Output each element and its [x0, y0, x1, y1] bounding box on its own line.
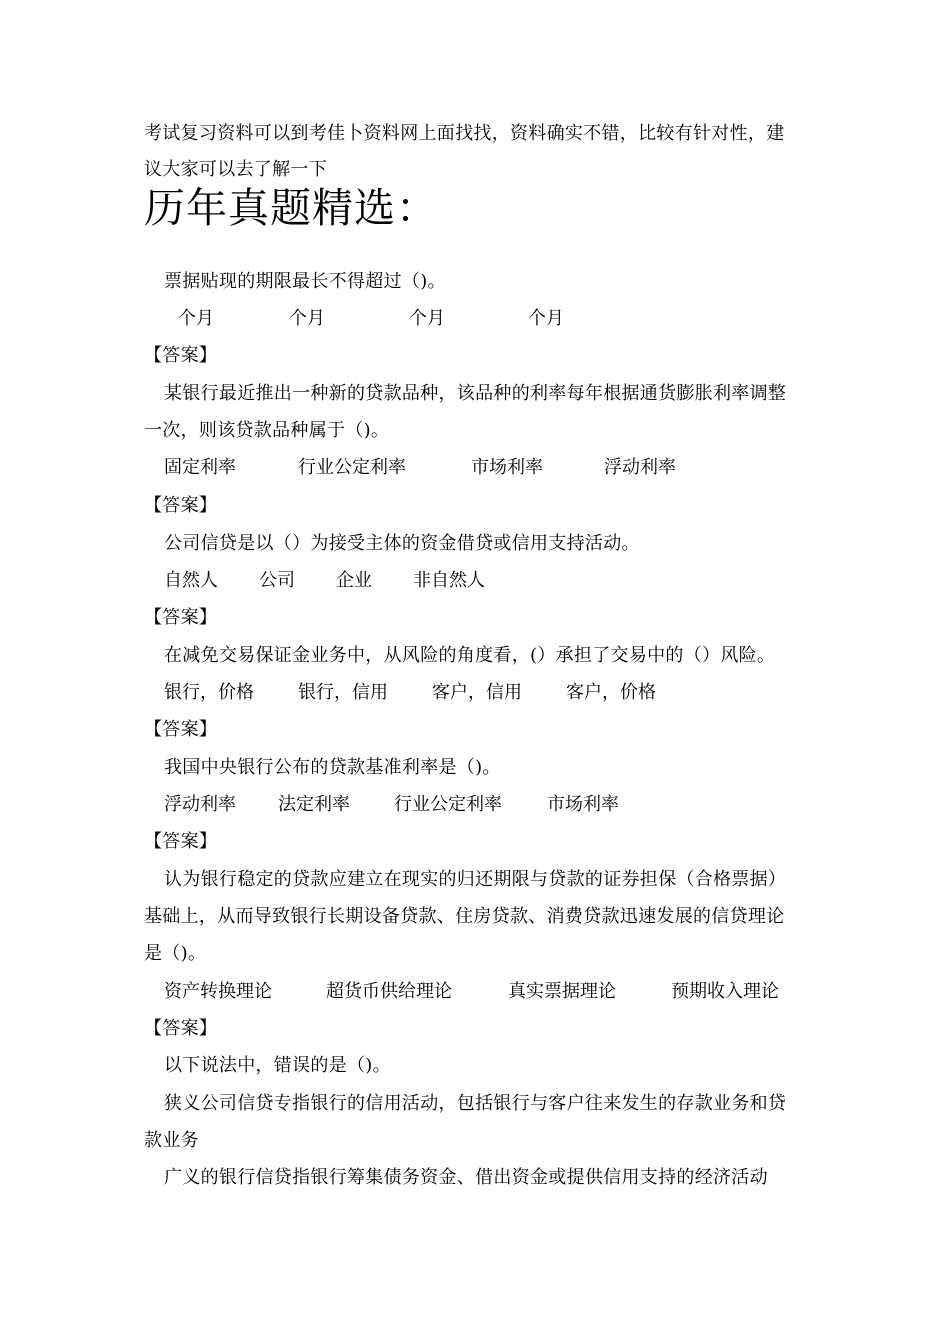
question-5-option-b: 法定利率	[278, 794, 350, 815]
question-3-stem: 公司信贷是以（）为接受主体的资金借贷或信用支持活动。	[164, 533, 640, 554]
question-2-stem-line-1: 某银行最近推出一种新的贷款品种，该品种的利率每年根据通货膨胀利率调整	[164, 383, 787, 404]
question-1-option-c: 个月	[409, 308, 445, 329]
answer-label-6: 【答案】	[144, 1018, 218, 1039]
answer-label-5: 【答案】	[144, 831, 218, 852]
question-7-statement-1-line-1: 狭义公司信贷专指银行的信用活动，包括银行与客户往来发生的存款业务和贷	[164, 1093, 787, 1114]
question-7-stem: 以下说法中，错误的是（)。	[164, 1055, 391, 1076]
question-4-option-b: 银行，信用	[298, 682, 388, 703]
question-6-option-d: 预期收入理论	[671, 981, 779, 1002]
question-5-stem: 我国中央银行公布的贷款基准利率是（)。	[164, 757, 501, 778]
question-1-option-b: 个月	[289, 308, 325, 329]
answer-label-2: 【答案】	[144, 495, 218, 516]
question-1-stem: 票据贴现的期限最长不得超过（)。	[164, 271, 446, 292]
question-6-stem-line-3: 是（)。	[144, 943, 207, 964]
question-5-option-a: 浮动利率	[164, 794, 236, 815]
question-2-option-c: 市场利率	[471, 457, 543, 478]
question-6-stem-line-2: 基础上，从而导致银行长期设备贷款、住房贷款、消费贷款迅速发展的信贷理论	[144, 906, 785, 927]
question-2-option-a: 固定利率	[164, 457, 236, 478]
question-4-stem: 在减免交易保证金业务中，从风险的角度看，(）承担了交易中的（）风险。	[164, 645, 776, 666]
question-4-option-c: 客户，信用	[432, 682, 522, 703]
answer-label-1: 【答案】	[144, 345, 218, 366]
question-5-option-c: 行业公定利率	[394, 794, 502, 815]
question-7-statement-1-line-2: 款业务	[144, 1130, 199, 1151]
question-3-option-a: 自然人	[164, 570, 218, 591]
question-2-option-b: 行业公定利率	[298, 457, 406, 478]
question-6-stem-line-1: 认为银行稳定的贷款应建立在现实的归还期限与贷款的证券担保（合格票据）	[164, 869, 787, 890]
question-3-option-b: 公司	[259, 570, 295, 591]
question-6-option-b: 超货币供给理论	[326, 981, 452, 1002]
intro-line-2: 议大家可以去了解一下	[144, 159, 327, 180]
question-4-option-d: 客户，价格	[566, 682, 656, 703]
answer-label-4: 【答案】	[144, 719, 218, 740]
question-3-option-c: 企业	[336, 570, 372, 591]
question-6-option-c: 真实票据理论	[508, 981, 616, 1002]
page-heading: 历年真题精选：	[144, 184, 438, 232]
question-2-option-d: 浮动利率	[604, 457, 676, 478]
question-1-option-a: 个月	[178, 308, 214, 329]
answer-label-3: 【答案】	[144, 607, 218, 628]
question-3-option-d: 非自然人	[413, 570, 485, 591]
question-4-option-a: 银行，价格	[164, 682, 254, 703]
question-6-option-a: 资产转换理论	[164, 981, 272, 1002]
intro-line-1: 考试复习资料可以到考佳卜资料网上面找找，资料确实不错，比较有针对性，建	[144, 123, 785, 144]
question-2-stem-line-2: 一次，则该贷款品种属于（)。	[144, 420, 390, 441]
question-1-option-d: 个月	[528, 308, 564, 329]
question-7-statement-2: 广义的银行信贷指银行筹集债务资金、借出资金或提供信用支持的经济活动	[164, 1167, 768, 1188]
question-5-option-d: 市场利率	[547, 794, 619, 815]
